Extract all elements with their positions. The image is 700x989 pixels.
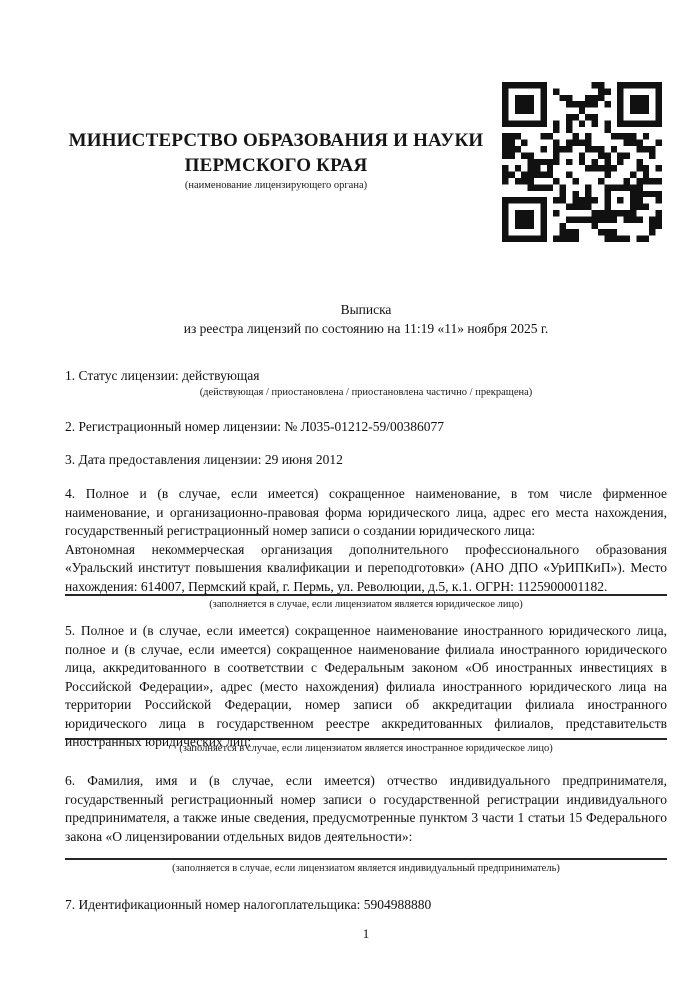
legal-entity-note: (заполняется в случае, если лицензиатом является юридическое лицо) (209, 599, 523, 610)
license-grant-date: 3. Дата предоставления лицензии: 29 июня 2012 (65, 452, 343, 467)
ministry-name-line1: МИНИСТЕРСТВО ОБРАЗОВАНИЯ И НАУКИ (68, 130, 484, 151)
license-registration-number: 2. Регистрационный номер лицензии: № Л035-01212-59/00386077 (65, 419, 445, 434)
page-number: 1 (362, 926, 370, 941)
taxpayer-id: 7. Идентификационный номер налогоплательщика: 5904988880 (65, 897, 432, 912)
qr-code-icon (502, 82, 662, 242)
foreign-entity-section: 5. Полное и (в случае, если имеется) сокращенное наименование иностранного юридического лица, полное и (в случае, если имеется) сокращенное наименование филиала иностранного юридического лица, аккредитованного в соответствии с Федеральным законом «Об иностранных инвестициях в Российской Федерации», адрес (место нахождения) филиала иностранного юридического лица на территории Российской Федерации, номер записи об аккредитации филиала иностранного юридического лица в государственном реестре аккредитованных филиалов, представительств иностранных юридических лиц: (65, 623, 667, 749)
legal-entity-value: Автономная некоммерческая организация дополнительного профессионального образования «Уральский институт повышения квалификации и переподготовки» (АНО ДПО «УрИПКиП»). Место нахождения: 614007, Пермский край, г. Пермь, ул. Революции, д.5, к.1. ОГРН: 1125900001182. (65, 541, 667, 594)
licensing-authority-name (60, 128, 492, 178)
licensing-authority-caption: (наименование лицензирующего органа) (184, 180, 368, 191)
qr-code-image (502, 82, 662, 242)
document-title (65, 301, 667, 338)
foreign-entity-note: (заполняется в случае, если лицензиатом является иностранное юридическое лицо) (179, 743, 553, 754)
ministry-name-line2: ПЕРМСКОГО КРАЯ (184, 155, 368, 176)
individual-entrepreneur-section: 6. Фамилия, имя и (в случае, если имеется) отчество индивидуального предпринимателя, государственный регистрационный номер записи о государственной регистрации индивидуального предпринимателя, а также иные сведения, предусмотренные пунктом 3 части 1 статьи 15 Федерального закона «О лицензировании отдельных видов деятельности»: (65, 773, 667, 844)
document-title-line1: Выписка (340, 302, 392, 317)
license-status: 1. Статус лицензии: действующая (65, 368, 260, 383)
legal-entity-section (65, 485, 667, 596)
legal-entity-label: 4. Полное и (в случае, если имеется) сокращенное наименование, в том числе фирменное наименование, и организационно-правовая форма юридического лица, адрес его места нахождения, государственный регистрационный номер записи о создании юридического лица: (65, 486, 667, 538)
foreign-entity-underline (65, 738, 667, 740)
license-status-options-note: (действующая / приостановлена / приостановлена частично / прекращена) (199, 387, 533, 398)
legal-entity-underline (65, 594, 667, 596)
individual-entrepreneur-note: (заполняется в случае, если лицензиатом является индивидуальный предприниматель) (172, 863, 560, 874)
document-title-line2: из реестра лицензий по состоянию на 11:19 «11» ноября 2025 г. (183, 320, 549, 336)
individual-entrepreneur-underline (65, 858, 667, 860)
